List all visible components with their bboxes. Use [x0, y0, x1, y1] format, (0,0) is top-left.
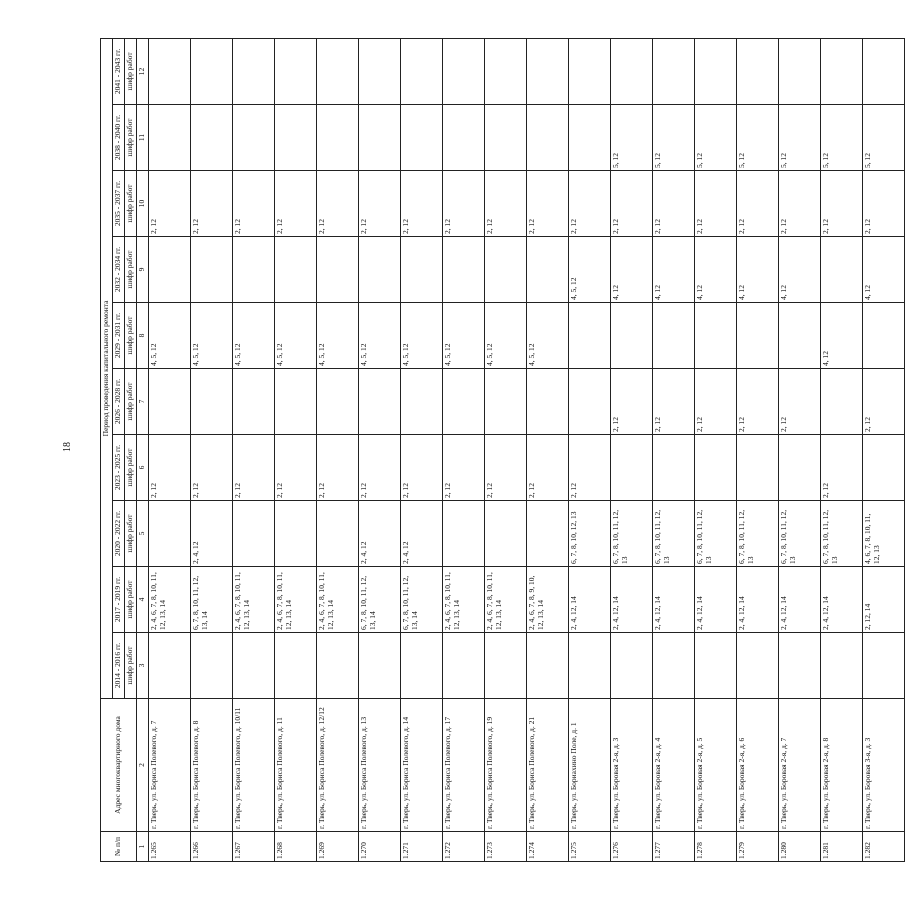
row-address: г. Тверь, ул. Бориса Полевого, д. 13 — [359, 699, 401, 832]
row-address: г. Тверь, ул. Бориса Полевого, д. 8 — [191, 699, 233, 832]
work-code-cell: 2, 12 — [653, 369, 695, 435]
column-number: 11 — [137, 105, 149, 171]
work-code-cell — [737, 303, 779, 369]
work-code-cell: 2, 12 — [233, 435, 275, 501]
work-code-cell: 4, 5, 12 — [443, 303, 485, 369]
work-code-cell: 2, 4, 12, 14 — [779, 567, 821, 633]
work-code-cell: 2, 4, 6, 7, 8, 10, 11, 12, 13, 14 — [233, 567, 275, 633]
work-code-cell: 4, 12 — [779, 237, 821, 303]
column-number: 8 — [137, 303, 149, 369]
work-code-cell — [275, 369, 317, 435]
work-code-cell: 5, 12 — [695, 105, 737, 171]
work-code-cell: 5, 12 — [653, 105, 695, 171]
work-code-cell — [149, 105, 191, 171]
row-address: г. Тверь, ул. Бориахино Поле, д. 1 — [569, 699, 611, 832]
table-row — [821, 38, 863, 861]
header-address: Адрес многоквартирного дома — [101, 699, 137, 832]
row-number: 1.265 — [149, 832, 191, 862]
table-row — [149, 38, 191, 861]
work-code-cell: 2, 4, 6, 7, 8, 10, 11, 12, 13, 14 — [485, 567, 527, 633]
work-code-cell: 2, 12 — [485, 171, 527, 237]
work-code-cell: 6, 7, 8, 10, 11, 12, 13 — [611, 501, 653, 567]
work-code-cell — [653, 303, 695, 369]
work-code-cell: 6, 7, 8, 10, 11, 12, 13 — [695, 501, 737, 567]
period-header: 2017 - 2019 гг. — [113, 567, 125, 633]
work-code-cell — [443, 237, 485, 303]
work-code-cell: 5, 12 — [821, 105, 863, 171]
table-row — [569, 38, 611, 861]
subheader-code: шифр работ — [125, 237, 137, 303]
header-period: Период проведения капитального ремонта — [101, 38, 113, 698]
work-code-cell — [527, 369, 569, 435]
work-code-cell: 2, 12 — [275, 171, 317, 237]
work-code-cell: 5, 12 — [611, 105, 653, 171]
work-code-cell — [443, 501, 485, 567]
work-code-cell: 2, 4, 6, 7, 8, 10, 11, 12, 13, 14 — [317, 567, 359, 633]
capital-repair-table — [100, 38, 905, 862]
work-code-cell: 6, 7, 8, 10, 12, 13 — [569, 501, 611, 567]
work-code-cell: 2, 12 — [569, 171, 611, 237]
work-code-cell — [569, 303, 611, 369]
work-code-cell — [401, 237, 443, 303]
work-code-cell — [485, 501, 527, 567]
row-address: г. Тверь, ул. Боровая 2-я, д. 8 — [821, 699, 863, 832]
work-code-cell: 2, 12 — [527, 171, 569, 237]
work-code-cell: 4, 12 — [863, 237, 905, 303]
work-code-cell — [191, 369, 233, 435]
table-row — [863, 38, 905, 861]
work-code-cell: 2, 4, 12 — [191, 501, 233, 567]
work-code-cell — [527, 237, 569, 303]
work-code-cell: 2, 12 — [527, 435, 569, 501]
work-code-cell: 2, 12 — [821, 171, 863, 237]
work-code-cell — [149, 237, 191, 303]
work-code-cell — [359, 369, 401, 435]
subheader-code: шифр работ — [125, 38, 137, 104]
subheader-code: шифр работ — [125, 303, 137, 369]
work-code-cell — [821, 633, 863, 699]
work-code-cell — [401, 633, 443, 699]
work-code-cell — [401, 105, 443, 171]
work-code-cell: 2, 4, 6, 7, 8, 10, 11, 12, 13, 14 — [149, 567, 191, 633]
work-code-cell — [317, 633, 359, 699]
period-header: 2020 - 2022 гг. — [113, 501, 125, 567]
work-code-cell: 2, 12 — [317, 171, 359, 237]
work-code-cell: 2, 12 — [275, 435, 317, 501]
subheader-code: шифр работ — [125, 369, 137, 435]
table-row — [611, 38, 653, 861]
work-code-cell: 2, 12 — [695, 171, 737, 237]
row-number: 1.282 — [863, 832, 905, 862]
row-address: г. Тверь, ул. Бориса Полевого, д. 11 — [275, 699, 317, 832]
row-number: 1.280 — [779, 832, 821, 862]
work-code-cell: 4, 5, 12 — [527, 303, 569, 369]
row-number: 1.278 — [695, 832, 737, 862]
work-code-cell — [443, 369, 485, 435]
row-address: г. Тверь, ул. Боровая 2-я, д. 4 — [653, 699, 695, 832]
work-code-cell — [191, 38, 233, 104]
row-number: 1.268 — [275, 832, 317, 862]
work-code-cell — [863, 435, 905, 501]
table-row — [653, 38, 695, 861]
column-number: 6 — [137, 435, 149, 501]
work-code-cell — [485, 369, 527, 435]
work-code-cell — [233, 105, 275, 171]
work-code-cell: 2, 12 — [695, 369, 737, 435]
work-code-cell: 2, 4, 12, 14 — [569, 567, 611, 633]
work-code-cell — [485, 633, 527, 699]
work-code-cell: 2, 12 — [191, 171, 233, 237]
subheader-code: шифр работ — [125, 567, 137, 633]
work-code-cell — [443, 633, 485, 699]
row-address: г. Тверь, ул. Бориса Полевого, д. 12/12 — [317, 699, 359, 832]
table-row — [443, 38, 485, 861]
column-number: 12 — [137, 38, 149, 104]
work-code-cell: 6, 7, 8, 10, 11, 12, 13, 14 — [191, 567, 233, 633]
work-code-cell — [317, 38, 359, 104]
row-address: г. Тверь, ул. Боровая 2-я, д. 6 — [737, 699, 779, 832]
table-row — [779, 38, 821, 861]
work-code-cell — [191, 237, 233, 303]
work-code-cell: 2, 12 — [359, 435, 401, 501]
work-code-cell — [695, 633, 737, 699]
work-code-cell — [527, 501, 569, 567]
period-header: 2038 - 2040 гг. — [113, 105, 125, 171]
table-row — [695, 38, 737, 861]
work-code-cell: 2, 12 — [821, 435, 863, 501]
work-code-cell: 2, 4, 12, 14 — [821, 567, 863, 633]
work-code-cell — [317, 501, 359, 567]
work-code-cell — [695, 38, 737, 104]
work-code-cell: 4, 12 — [611, 237, 653, 303]
row-number: 1.269 — [317, 832, 359, 862]
work-code-cell: 2, 12 — [779, 171, 821, 237]
work-code-cell — [527, 105, 569, 171]
page-number: 18 — [62, 442, 73, 452]
work-code-cell: 2, 12 — [149, 435, 191, 501]
work-code-cell: 2, 12 — [863, 171, 905, 237]
work-code-cell: 2, 12 — [359, 171, 401, 237]
work-code-cell: 2, 4, 12 — [401, 501, 443, 567]
work-code-cell: 4, 5, 12 — [401, 303, 443, 369]
work-code-cell: 6, 7, 8, 10, 11, 12, 13 — [653, 501, 695, 567]
row-number: 1.277 — [653, 832, 695, 862]
row-address: г. Тверь, ул. Бориса Полевого, д. 17 — [443, 699, 485, 832]
period-header: 2041 - 2043 гг. — [113, 38, 125, 104]
work-code-cell: 6, 7, 8, 10, 11, 12, 13, 14 — [359, 567, 401, 633]
work-code-cell — [821, 369, 863, 435]
period-header: 2032 - 2034 гг. — [113, 237, 125, 303]
work-code-cell — [863, 38, 905, 104]
row-number: 1.270 — [359, 832, 401, 862]
work-code-cell — [611, 303, 653, 369]
work-code-cell: 2, 12 — [317, 435, 359, 501]
work-code-cell — [191, 105, 233, 171]
header-num: № п/п — [101, 832, 137, 862]
table-row — [275, 38, 317, 861]
work-code-cell: 2, 12 — [149, 171, 191, 237]
work-code-cell — [779, 633, 821, 699]
work-code-cell: 4, 6, 7, 8, 10, 11, 12, 13 — [863, 501, 905, 567]
subheader-code: шифр работ — [125, 501, 137, 567]
table-row — [737, 38, 779, 861]
subheader-code: шифр работ — [125, 171, 137, 237]
work-code-cell — [233, 501, 275, 567]
work-code-cell — [569, 105, 611, 171]
work-code-cell — [653, 633, 695, 699]
work-code-cell — [233, 237, 275, 303]
work-code-cell — [695, 435, 737, 501]
period-header: 2029 - 2031 гг. — [113, 303, 125, 369]
work-code-cell — [779, 435, 821, 501]
work-code-cell — [485, 237, 527, 303]
work-code-cell — [275, 105, 317, 171]
work-code-cell — [737, 435, 779, 501]
row-address: г. Тверь, ул. Бориса Полевого, д. 21 — [527, 699, 569, 832]
work-code-cell — [275, 633, 317, 699]
row-number: 1.271 — [401, 832, 443, 862]
work-code-cell: 2, 12 — [401, 171, 443, 237]
row-number: 1.267 — [233, 832, 275, 862]
row-number: 1.266 — [191, 832, 233, 862]
work-code-cell — [611, 633, 653, 699]
work-code-cell — [359, 237, 401, 303]
work-code-cell — [149, 633, 191, 699]
work-code-cell — [443, 38, 485, 104]
column-number: 7 — [137, 369, 149, 435]
work-code-cell — [695, 303, 737, 369]
work-code-cell: 2, 12 — [233, 171, 275, 237]
work-code-cell — [149, 369, 191, 435]
work-code-cell: 6, 7, 8, 10, 11, 12, 13, 14 — [401, 567, 443, 633]
row-number: 1.275 — [569, 832, 611, 862]
work-code-cell — [149, 501, 191, 567]
work-code-cell — [359, 38, 401, 104]
work-code-cell — [821, 38, 863, 104]
work-code-cell — [275, 237, 317, 303]
row-address: г. Тверь, ул. Бориса Полевого, д. 10/11 — [233, 699, 275, 832]
work-code-cell: 4, 5, 12 — [485, 303, 527, 369]
subheader-code: шифр работ — [125, 435, 137, 501]
work-code-cell: 5, 12 — [737, 105, 779, 171]
work-code-cell: 2, 12 — [737, 369, 779, 435]
work-code-cell: 2, 12 — [611, 369, 653, 435]
work-code-cell — [611, 435, 653, 501]
work-code-cell: 4, 12 — [821, 303, 863, 369]
row-address: г. Тверь, ул. Боровая 2-я, д. 7 — [779, 699, 821, 832]
work-code-cell — [191, 633, 233, 699]
column-number: 9 — [137, 237, 149, 303]
work-code-cell: 6, 7, 8, 10, 11, 12, 13 — [779, 501, 821, 567]
work-code-cell — [821, 237, 863, 303]
work-code-cell: 2, 4, 6, 7, 8, 10, 11, 12, 13, 14 — [443, 567, 485, 633]
work-code-cell — [233, 369, 275, 435]
work-code-cell — [527, 633, 569, 699]
row-address: г. Тверь, ул. Бориса Полевого, д. 19 — [485, 699, 527, 832]
work-code-cell — [737, 38, 779, 104]
work-code-cell: 4, 5, 12 — [317, 303, 359, 369]
work-code-cell — [569, 369, 611, 435]
row-number: 1.281 — [821, 832, 863, 862]
row-number: 1.272 — [443, 832, 485, 862]
work-code-cell: 6, 7, 8, 10, 11, 12, 13 — [821, 501, 863, 567]
work-code-cell: 4, 12 — [653, 237, 695, 303]
table-row — [191, 38, 233, 861]
work-code-cell — [359, 105, 401, 171]
work-code-cell: 2, 12 — [485, 435, 527, 501]
row-address: г. Тверь, ул. Бориса Полевого, д. 7 — [149, 699, 191, 832]
work-code-cell — [863, 303, 905, 369]
column-number: 1 — [137, 832, 149, 862]
work-code-cell: 6, 7, 8, 10, 11, 12, 13 — [737, 501, 779, 567]
work-code-cell — [653, 38, 695, 104]
work-code-cell: 2, 12 — [737, 171, 779, 237]
work-code-cell — [527, 38, 569, 104]
work-code-cell: 4, 5, 12 — [359, 303, 401, 369]
work-code-cell — [611, 38, 653, 104]
work-code-cell: 4, 5, 12 — [191, 303, 233, 369]
table-row — [233, 38, 275, 861]
work-code-cell: 2, 12 — [779, 369, 821, 435]
work-code-cell — [863, 633, 905, 699]
period-header: 2014 - 2016 гг. — [113, 633, 125, 699]
work-code-cell — [779, 303, 821, 369]
work-code-cell — [149, 38, 191, 104]
work-code-cell: 5, 12 — [863, 105, 905, 171]
table-row — [401, 38, 443, 861]
row-number: 1.279 — [737, 832, 779, 862]
row-number: 1.276 — [611, 832, 653, 862]
work-code-cell: 2, 4, 12 — [359, 501, 401, 567]
work-code-cell: 2, 12 — [863, 369, 905, 435]
work-code-cell: 2, 4, 12, 14 — [611, 567, 653, 633]
work-code-cell: 2, 12 — [401, 435, 443, 501]
work-code-cell: 4, 12 — [695, 237, 737, 303]
work-code-cell — [401, 369, 443, 435]
work-code-cell — [359, 633, 401, 699]
work-code-cell: 2, 12 — [443, 171, 485, 237]
work-code-cell — [653, 435, 695, 501]
table-row — [317, 38, 359, 861]
row-number: 1.274 — [527, 832, 569, 862]
work-code-cell — [485, 105, 527, 171]
work-code-cell: 2, 4, 12, 14 — [695, 567, 737, 633]
work-code-cell: 4, 5, 12 — [233, 303, 275, 369]
work-code-cell: 5, 12 — [779, 105, 821, 171]
table-row — [359, 38, 401, 861]
work-code-cell: 2, 4, 6, 7, 8, 10, 11, 12, 13, 14 — [275, 567, 317, 633]
work-code-cell: 2, 12 — [611, 171, 653, 237]
work-code-cell — [779, 38, 821, 104]
work-code-cell — [569, 633, 611, 699]
work-code-cell — [275, 38, 317, 104]
subheader-code: шифр работ — [125, 633, 137, 699]
period-header: 2035 - 2037 гг. — [113, 171, 125, 237]
work-code-cell: 4, 5, 12 — [275, 303, 317, 369]
column-number: 2 — [137, 699, 149, 832]
work-code-cell: 4, 5, 12 — [569, 237, 611, 303]
column-number: 4 — [137, 567, 149, 633]
work-code-cell: 2, 4, 6, 7, 8, 9, 10, 12, 13, 14 — [527, 567, 569, 633]
table-row — [485, 38, 527, 861]
work-code-cell — [569, 38, 611, 104]
period-header: 2023 - 2025 гг. — [113, 435, 125, 501]
row-address: г. Тверь, ул. Боровая 2-я, д. 3 — [611, 699, 653, 832]
work-code-cell: 2, 12, 14 — [863, 567, 905, 633]
work-code-cell — [443, 105, 485, 171]
work-code-cell: 2, 12 — [569, 435, 611, 501]
work-code-cell — [317, 369, 359, 435]
work-code-cell: 4, 5, 12 — [149, 303, 191, 369]
column-number: 5 — [137, 501, 149, 567]
column-number-row — [137, 38, 149, 861]
row-number: 1.273 — [485, 832, 527, 862]
work-code-cell: 2, 12 — [443, 435, 485, 501]
row-address: г. Тверь, ул. Боровая 2-я, д. 5 — [695, 699, 737, 832]
work-code-cell: 4, 12 — [737, 237, 779, 303]
work-code-cell — [275, 501, 317, 567]
rotated-table-container — [100, 39, 881, 862]
work-code-cell — [737, 633, 779, 699]
work-code-cell — [485, 38, 527, 104]
work-code-cell — [401, 38, 443, 104]
work-code-cell: 2, 12 — [653, 171, 695, 237]
work-code-cell — [317, 237, 359, 303]
work-code-cell — [317, 105, 359, 171]
work-code-cell: 2, 4, 12, 14 — [737, 567, 779, 633]
period-header: 2026 - 2028 гг. — [113, 369, 125, 435]
row-address: г. Тверь, ул. Бориса Полевого, д. 14 — [401, 699, 443, 832]
table-body — [149, 38, 905, 861]
work-code-cell: 2, 12 — [191, 435, 233, 501]
column-number: 10 — [137, 171, 149, 237]
work-code-cell: 2, 4, 12, 14 — [653, 567, 695, 633]
work-code-cell — [233, 633, 275, 699]
table-row — [527, 38, 569, 861]
column-number: 3 — [137, 633, 149, 699]
work-code-cell — [233, 38, 275, 104]
subheader-code: шифр работ — [125, 105, 137, 171]
row-address: г. Тверь, ул. Боровая 3-я, д. 3 — [863, 699, 905, 832]
